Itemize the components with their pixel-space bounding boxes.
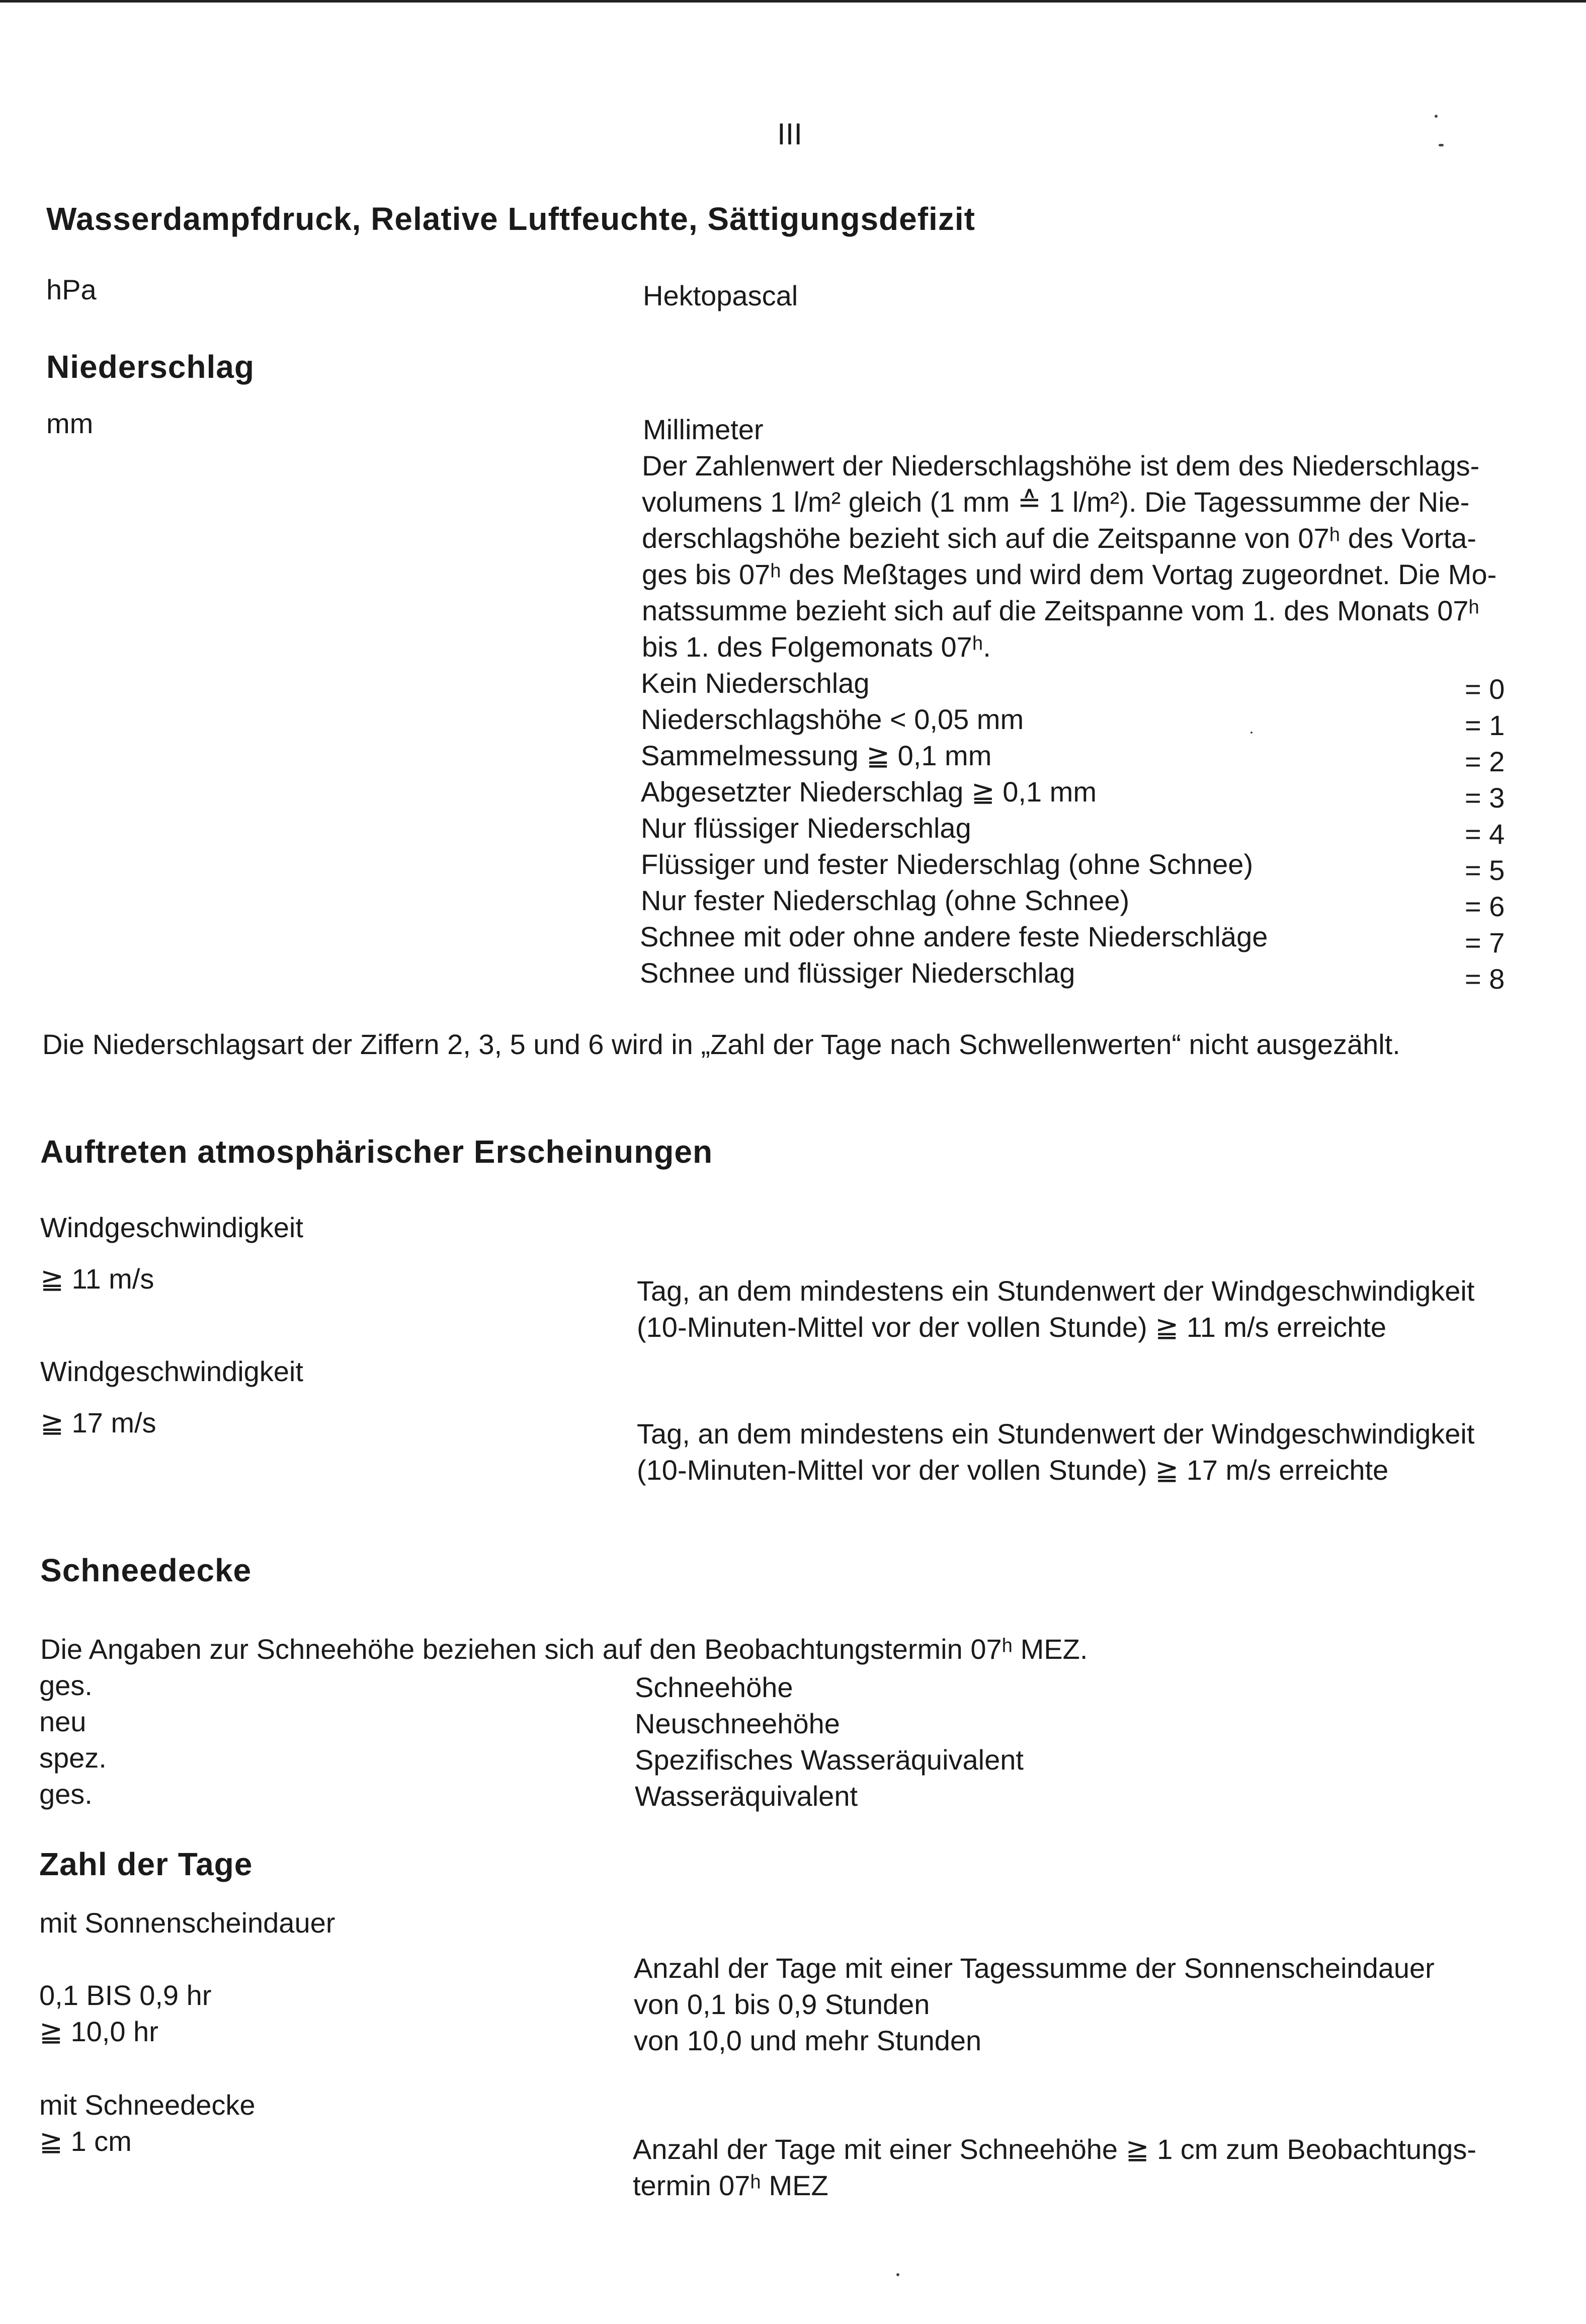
scan-speck <box>1439 144 1444 146</box>
heading-snow-cover: Schneedecke <box>40 1552 252 1588</box>
precip-code-value: = 4 <box>1465 818 1505 850</box>
sunshine-range-low-desc: von 0,1 bis 0,9 Stunden <box>634 1988 930 2020</box>
term-mm: mm <box>46 408 94 439</box>
wind-desc-11-line2: (10-Minuten-Mittel vor der vollen Stunde) ≧ 11 m/s erreichte <box>637 1311 1387 1343</box>
scan-speck <box>1250 732 1253 734</box>
precip-text-line: bis 1. des Folgemonats 07ʰ. <box>642 631 991 663</box>
precip-code-value: = 0 <box>1465 673 1505 705</box>
heading-atmospheric-phenomena: Auftreten atmosphärischer Erscheinungen <box>40 1134 713 1170</box>
precip-code-label: Schnee mit oder ohne andere feste Niederschläge <box>640 921 1268 952</box>
precip-code-label: Sammelmessung ≧ 0,1 mm <box>641 740 992 771</box>
term-hpa: hPa <box>46 274 97 305</box>
snowdays-label: mit Schneedecke <box>39 2089 256 2121</box>
wind-threshold-11: ≧ 11 m/s <box>40 1263 154 1295</box>
definition-mm: Millimeter <box>643 414 764 445</box>
snow-term: neu <box>39 1706 87 1737</box>
snow-definition: Spezifisches Wasseräquivalent <box>635 1744 1024 1776</box>
precip-code-label: Nur flüssiger Niederschlag <box>641 812 971 844</box>
scan-speck <box>1435 115 1438 118</box>
precip-code-label: Schnee und flüssiger Niederschlag <box>640 957 1075 989</box>
precip-code-value: = 1 <box>1465 709 1505 741</box>
precip-code-value: = 2 <box>1465 746 1505 777</box>
precip-text-line: natssumme bezieht sich auf die Zeitspanne vom 1. des Monats 07ʰ <box>642 595 1480 626</box>
precip-note: Die Niederschlagsart der Ziffern 2, 3, 5 und 6 wird in „Zahl der Tage nach Schwellenwerten“ nicht ausgezählt. <box>42 1028 1400 1060</box>
snow-definition: Schneehöhe <box>635 1671 793 1703</box>
precip-text-line: volumens 1 l/m² gleich (1 mm ≙ 1 l/m²). Die Tagessumme der Nie- <box>642 486 1470 518</box>
wind-desc-17-line1: Tag, an dem mindestens ein Stundenwert der Windgeschwindigkeit <box>637 1418 1475 1450</box>
sunshine-label: mit Sonnenscheindauer <box>39 1907 336 1939</box>
top-border <box>0 0 1586 3</box>
sunshine-range-high-desc: von 10,0 und mehr Stunden <box>634 2025 982 2056</box>
precip-code-value: = 7 <box>1465 927 1505 958</box>
wind-label-2: Windgeschwindigkeit <box>40 1355 303 1387</box>
page-number: III <box>777 117 803 151</box>
precip-code-label: Kein Niederschlag <box>641 667 870 699</box>
precip-code-value: = 5 <box>1465 854 1505 886</box>
definition-hpa: Hektopascal <box>643 280 798 311</box>
sunshine-range-low: 0,1 BIS 0,9 hr <box>39 1979 212 2011</box>
precip-code-label: Nur fester Niederschlag (ohne Schnee) <box>641 885 1130 916</box>
sunshine-desc: Anzahl der Tage mit einer Tagessumme der Sonnenscheindauer <box>634 1952 1435 1984</box>
precip-code-label: Abgesetzter Niederschlag ≧ 0,1 mm <box>641 776 1097 808</box>
precip-code-value: = 8 <box>1465 963 1505 995</box>
scan-speck <box>896 2273 899 2276</box>
precip-code-value: = 3 <box>1465 782 1505 814</box>
precip-text-line: derschlagshöhe bezieht sich auf die Zeitspanne von 07ʰ des Vorta- <box>642 522 1476 554</box>
precip-code-label: Niederschlagshöhe < 0,05 mm <box>641 703 1024 735</box>
snowdays-desc-line2: termin 07ʰ MEZ <box>633 2170 828 2201</box>
sunshine-range-high: ≧ 10,0 hr <box>39 2016 158 2047</box>
precip-code-label: Flüssiger und fester Niederschlag (ohne Schnee) <box>641 848 1254 880</box>
snow-definition: Neuschneehöhe <box>635 1708 840 1739</box>
snow-definition: Wasseräquivalent <box>635 1780 858 1812</box>
wind-threshold-17: ≧ 17 m/s <box>40 1407 156 1438</box>
precip-text-line: ges bis 07ʰ des Meßtages und wird dem Vortag zugeordnet. Die Mo- <box>642 558 1497 590</box>
heading-number-of-days: Zahl der Tage <box>39 1846 253 1882</box>
snowdays-desc-line1: Anzahl der Tage mit einer Schneehöhe ≧ 1 cm zum Beobachtungs- <box>633 2133 1477 2165</box>
snow-term: spez. <box>39 1742 107 1774</box>
wind-label-1: Windgeschwindigkeit <box>40 1212 303 1243</box>
snow-term: ges. <box>39 1778 93 1810</box>
heading-vapor-pressure: Wasserdampfdruck, Relative Luftfeuchte, Sättigungsdefizit <box>46 201 975 237</box>
wind-desc-11-line1: Tag, an dem mindestens ein Stundenwert der Windgeschwindigkeit <box>637 1275 1475 1307</box>
heading-precipitation: Niederschlag <box>46 349 255 385</box>
snowdays-threshold: ≧ 1 cm <box>39 2125 132 2157</box>
wind-desc-17-line2: (10-Minuten-Mittel vor der vollen Stunde) ≧ 17 m/s erreichte <box>637 1454 1389 1486</box>
snow-term: ges. <box>39 1669 93 1701</box>
precip-text-line: Der Zahlenwert der Niederschlagshöhe ist dem des Niederschlags- <box>642 450 1480 482</box>
precip-code-value: = 6 <box>1465 891 1505 922</box>
snow-intro: Die Angaben zur Schneehöhe beziehen sich auf den Beobachtungstermin 07ʰ MEZ. <box>40 1633 1088 1665</box>
